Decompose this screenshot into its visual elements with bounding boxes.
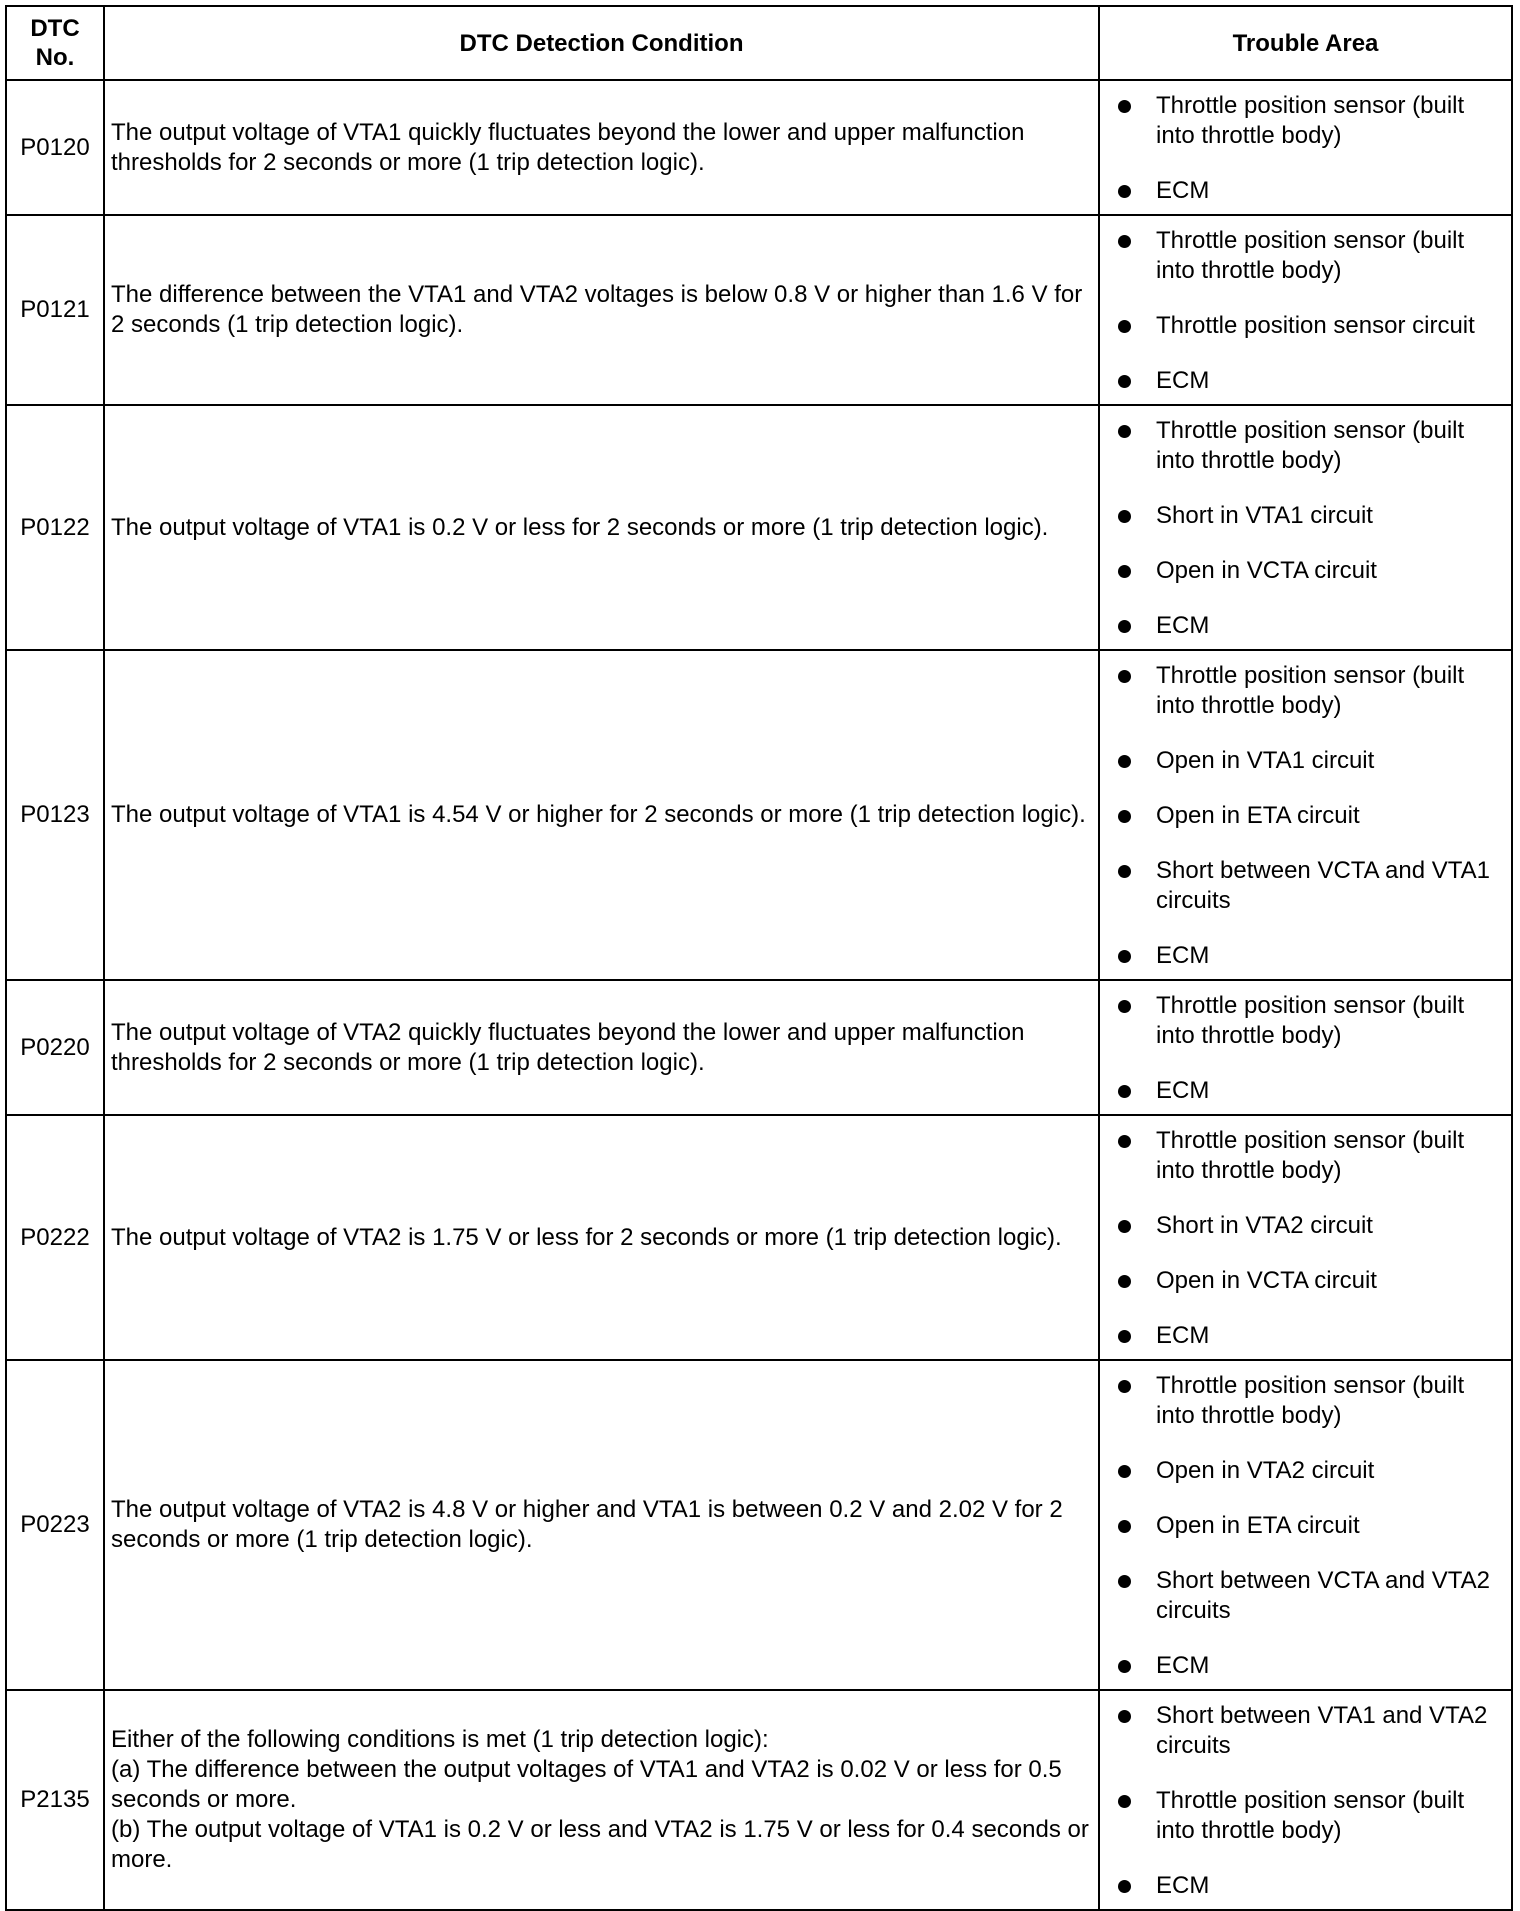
table-body: [6, 80, 1512, 1910]
bullet-icon: [1118, 755, 1131, 768]
list-item: [1118, 856, 1505, 916]
trouble-area-text: Open in VCTA circuit: [1156, 1267, 1377, 1294]
table-row: [6, 1360, 1512, 1690]
condition-text: The difference between the VTA1 and VTA2 voltages is below 0.8 V or higher than 1.6 V for 2 seconds (1 trip detection logic).: [111, 281, 1089, 338]
detection-condition: [104, 405, 1099, 650]
trouble-area-list: [1100, 216, 1511, 404]
header-row: [6, 6, 1512, 80]
header-dtc-no: DTC No.: [6, 6, 104, 80]
table-row: [6, 650, 1512, 980]
detection-condition: [104, 980, 1099, 1115]
list-item: [1118, 556, 1505, 586]
condition-text: The output voltage of VTA1 is 4.54 V or higher for 2 seconds or more (1 trip detection logic).: [111, 801, 1086, 828]
bullet-icon: [1118, 1465, 1131, 1478]
bullet-icon: [1118, 1660, 1131, 1673]
condition-text: The output voltage of VTA2 is 1.75 V or less for 2 seconds or more (1 trip detection logic).: [111, 1223, 1062, 1251]
trouble-area-text: Open in ETA circuit: [1156, 802, 1360, 829]
trouble-area-list: [1100, 406, 1511, 649]
trouble-area-text: ECM: [1156, 1872, 1210, 1899]
trouble-area-text: Open in VTA1 circuit: [1156, 747, 1375, 774]
list-item: [1118, 1211, 1505, 1241]
trouble-area-text: Open in VTA2 circuit: [1156, 1457, 1375, 1484]
table-row: [6, 215, 1512, 405]
trouble-area-text: Throttle position sensor (built into throttle body): [1156, 417, 1465, 474]
list-item: [1118, 1786, 1505, 1846]
list-item: [1118, 226, 1505, 286]
trouble-area-list: [1100, 651, 1511, 979]
condition-text: The output voltage of VTA1 is 0.2 V or less for 2 seconds or more (1 trip detection logic).: [111, 513, 1049, 541]
table-row: [6, 1115, 1512, 1360]
trouble-area-list: [1100, 981, 1511, 1114]
condition-text: The output voltage of VTA1 quickly fluctuates beyond the lower and upper malfunction thresholds for 2 seconds or more (1 trip detection logic).: [111, 118, 1032, 176]
trouble-area: [1099, 980, 1512, 1115]
bullet-icon: [1118, 810, 1131, 823]
detection-condition: [104, 1360, 1099, 1690]
list-item: [1118, 1321, 1505, 1351]
bullet-icon: [1118, 425, 1131, 438]
bullet-icon: [1118, 320, 1131, 333]
trouble-area-text: Open in ETA circuit: [1156, 1512, 1360, 1539]
dtc-code: P0120: [6, 80, 104, 215]
trouble-area-text: Open in VCTA circuit: [1156, 557, 1377, 584]
trouble-area: [1099, 215, 1512, 405]
bullet-icon: [1118, 1575, 1131, 1588]
list-item: [1118, 366, 1505, 396]
condition-text: The output voltage of VTA2 is 4.8 V or higher and VTA1 is between 0.2 V and 2.02 V for 2 seconds or more (1 trip detection logic).: [111, 1496, 1070, 1553]
condition-text: (b) The output voltage of VTA1 is 0.2 V or less and VTA2 is 1.75 V or less for 0.4 seconds or more.: [111, 1816, 1096, 1873]
bullet-icon: [1118, 1880, 1131, 1893]
bullet-icon: [1118, 565, 1131, 578]
trouble-area-text: Short between VCTA and VTA1 circuits: [1156, 857, 1490, 914]
list-item: [1118, 611, 1505, 641]
list-item: [1118, 416, 1505, 476]
detection-condition: [104, 80, 1099, 215]
bullet-icon: [1118, 1520, 1131, 1533]
list-item: [1118, 1266, 1505, 1296]
header-condition: DTC Detection Condition: [104, 6, 1099, 80]
trouble-area-list: [1100, 1361, 1511, 1689]
bullet-icon: [1118, 1220, 1131, 1233]
bullet-icon: [1118, 235, 1131, 248]
trouble-area-text: ECM: [1156, 1077, 1210, 1104]
trouble-area-text: Short in VTA2 circuit: [1156, 1212, 1373, 1239]
dtc-code: P0121: [6, 215, 104, 405]
bullet-icon: [1118, 865, 1131, 878]
bullet-icon: [1118, 1085, 1131, 1098]
list-item: [1118, 1871, 1505, 1901]
table-row: [6, 980, 1512, 1115]
trouble-area-text: ECM: [1156, 612, 1210, 639]
trouble-area-list: [1100, 1691, 1511, 1909]
trouble-area-text: Short between VTA1 and VTA2 circuits: [1156, 1702, 1488, 1759]
trouble-area-text: Throttle position sensor (built into throttle body): [1156, 92, 1465, 149]
list-item: [1118, 501, 1505, 531]
list-item: [1118, 1456, 1505, 1486]
header-trouble-area: Trouble Area: [1099, 6, 1512, 80]
bullet-icon: [1118, 670, 1131, 683]
bullet-icon: [1118, 1135, 1131, 1148]
trouble-area: [1099, 405, 1512, 650]
trouble-area-text: Throttle position sensor (built into throttle body): [1156, 227, 1465, 284]
detection-condition: [104, 215, 1099, 405]
bullet-icon: [1118, 1330, 1131, 1343]
list-item: [1118, 941, 1505, 971]
bullet-icon: [1118, 620, 1131, 633]
dtc-code: P0123: [6, 650, 104, 980]
trouble-area-text: ECM: [1156, 177, 1210, 204]
trouble-area: [1099, 1690, 1512, 1910]
trouble-area-text: Short between VCTA and VTA2 circuits: [1156, 1567, 1490, 1624]
list-item: [1118, 1701, 1505, 1761]
bullet-icon: [1118, 100, 1131, 113]
trouble-area-text: ECM: [1156, 942, 1210, 969]
list-item: [1118, 1371, 1505, 1431]
table-row: [6, 80, 1512, 215]
condition-text: (a) The difference between the output voltages of VTA1 and VTA2 is 0.02 V or less for 0.5 seconds or more.: [111, 1756, 1069, 1813]
detection-condition: [104, 1115, 1099, 1360]
list-item: [1118, 311, 1505, 341]
list-item: [1118, 1511, 1505, 1541]
trouble-area-text: ECM: [1156, 367, 1210, 394]
bullet-icon: [1118, 1000, 1131, 1013]
list-item: [1118, 1651, 1505, 1681]
trouble-area-list: [1100, 81, 1511, 214]
bullet-icon: [1118, 1795, 1131, 1808]
trouble-area-text: Throttle position sensor (built into throttle body): [1156, 1127, 1465, 1184]
trouble-area-text: Throttle position sensor (built into throttle body): [1156, 1372, 1465, 1429]
table-row: [6, 1690, 1512, 1910]
list-item: [1118, 801, 1505, 831]
table-row: [6, 405, 1512, 650]
condition-text: The output voltage of VTA2 quickly fluctuates beyond the lower and upper malfunction thresholds for 2 seconds or more (1 trip detection logic).: [111, 1018, 1032, 1076]
list-item: [1118, 176, 1505, 206]
list-item: [1118, 91, 1505, 151]
bullet-icon: [1118, 1380, 1131, 1393]
trouble-area-text: Throttle position sensor circuit: [1156, 312, 1475, 339]
trouble-area-text: Throttle position sensor (built into throttle body): [1156, 1787, 1465, 1844]
dtc-table: [5, 5, 1513, 1911]
trouble-area: [1099, 650, 1512, 980]
list-item: [1118, 991, 1505, 1051]
detection-condition: [104, 650, 1099, 980]
dtc-code: P2135: [6, 1690, 104, 1910]
bullet-icon: [1118, 185, 1131, 198]
detection-condition: [104, 1690, 1099, 1910]
dtc-code: P0122: [6, 405, 104, 650]
bullet-icon: [1118, 1275, 1131, 1288]
dtc-code: P0222: [6, 1115, 104, 1360]
bullet-icon: [1118, 375, 1131, 388]
dtc-code: P0223: [6, 1360, 104, 1690]
list-item: [1118, 661, 1505, 721]
dtc-code: P0220: [6, 980, 104, 1115]
bullet-icon: [1118, 510, 1131, 523]
trouble-area: [1099, 80, 1512, 215]
list-item: [1118, 1126, 1505, 1186]
trouble-area-text: ECM: [1156, 1322, 1210, 1349]
table-header: [6, 6, 1512, 80]
trouble-area-text: Throttle position sensor (built into throttle body): [1156, 662, 1465, 719]
trouble-area-text: Short in VTA1 circuit: [1156, 502, 1373, 529]
list-item: [1118, 1076, 1505, 1106]
list-item: [1118, 1566, 1505, 1626]
condition-text: Either of the following conditions is met (1 trip detection logic):: [111, 1726, 769, 1753]
trouble-area: [1099, 1115, 1512, 1360]
bullet-icon: [1118, 1710, 1131, 1723]
list-item: [1118, 746, 1505, 776]
trouble-area: [1099, 1360, 1512, 1690]
bullet-icon: [1118, 950, 1131, 963]
dtc-sheet: [5, 5, 1513, 1911]
trouble-area-text: ECM: [1156, 1652, 1210, 1679]
trouble-area-list: [1100, 1116, 1511, 1359]
trouble-area-text: Throttle position sensor (built into throttle body): [1156, 992, 1465, 1049]
